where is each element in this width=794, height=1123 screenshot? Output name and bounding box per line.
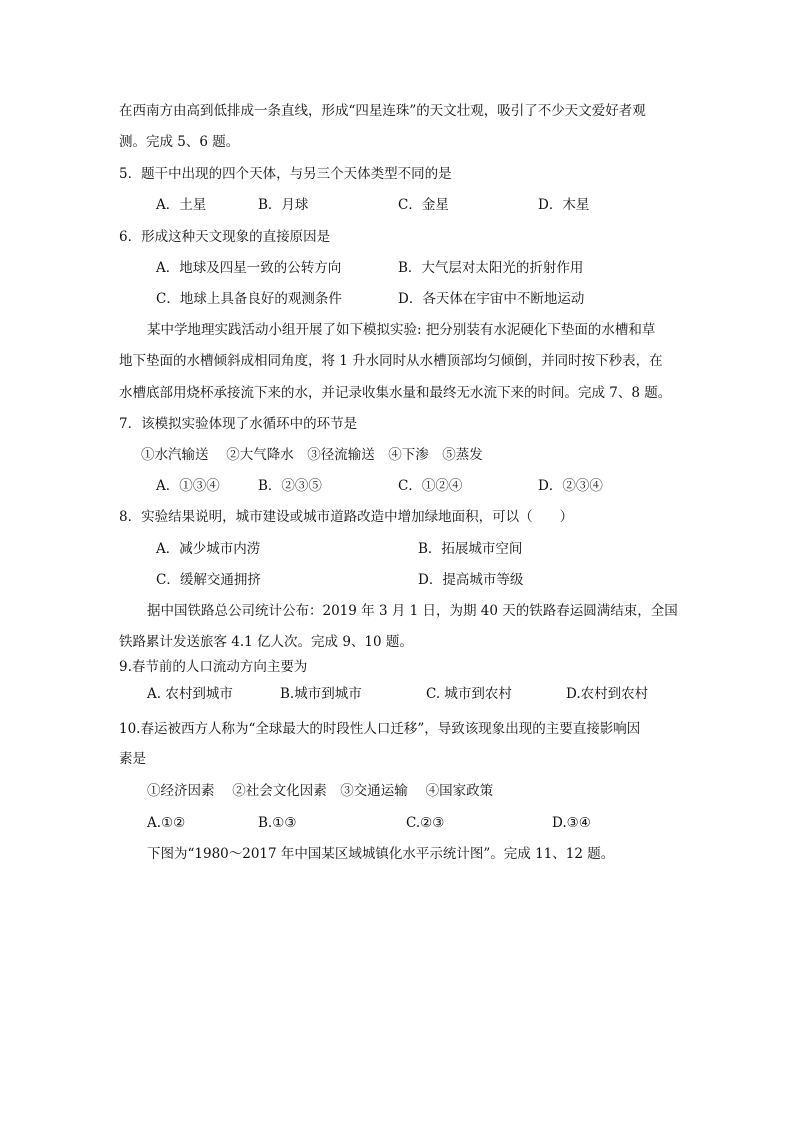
question-5-option-b: B．月球 [258,197,309,213]
passage-2-line-1: 某中学地理实践活动小组开展了如下模拟实验: 把分别装有水泥硬化下垫面的水槽和草 [147,322,656,338]
question-7-option-c: C．①②④ [398,478,463,494]
question-9-option-d: D.农村到农村 [566,686,649,702]
question-5-option-d: D．木星 [538,197,590,213]
question-10-option-d: D.③④ [552,815,591,831]
question-9-option-c: C. 城市到农村 [426,686,512,702]
question-9-stem: 9.春节前的人口流动方向主要为 [119,659,308,675]
question-8-option-c: C．缓解交通拥挤 [156,572,261,588]
question-7-items: ①水汽输送 ②大气降水 ③径流输送 ④下渗 ⑤蒸发 [141,447,483,463]
passage-1-line-2: 测。完成 5、6 题。 [119,134,240,150]
passage-3-line-2: 铁路累计发送旅客 4.1 亿人次。完成 9、10 题。 [119,634,413,650]
passage-2-line-3: 水槽底部用烧杯承接流下来的水，并记录收集水量和最终无水流下来的时间。完成 7、8 题。 [119,385,672,401]
question-9-option-b: B.城市到城市 [280,686,362,702]
passage-4-line-1: 下图为“1980～2017 年中国某区域城镇化水平示统计图”。完成 11、12 题。 [147,846,615,862]
question-10-option-c: C.②③ [406,815,445,831]
question-5-option-c: C．金星 [398,197,449,213]
question-10-items: ①经济因素 ②社会文化因素 ③交通运输 ④国家政策 [147,783,494,799]
question-10-stem-line-2: 素是 [119,751,146,767]
question-7-option-b: B．②③⑤ [258,478,322,494]
question-8-option-b: B．拓展城市空间 [418,541,523,557]
question-10-stem-line-1: 10.春运被西方人称为“全球最大的时段性人口迁移”，导致该现象出现的主要直接影响因 [119,721,641,737]
question-10-option-a: A.①② [147,815,186,831]
question-9-option-a: A. 农村到城市 [147,686,233,702]
question-8-option-a: A．减少城市内涝 [156,541,261,557]
question-6-stem: 6．形成这种天文现象的直接原因是 [119,229,331,245]
question-8-option-d: D．提高城市等级 [418,572,524,588]
question-8-stem: 8．实验结果说明，城市建设或城市道路改造中增加绿地面积，可以（ ） [119,509,574,525]
question-6-option-a: A．地球及四星一致的公转方向 [156,260,342,276]
question-6-option-d: D．各天体在宇宙中不断地运动 [398,291,585,307]
question-7-option-a: A．①③④ [156,478,220,494]
passage-2-line-2: 地下垫面的水槽倾斜成相同角度，将 1 升水同时从水槽顶部均匀倾倒，并同时按下秒表，在 [119,353,663,369]
question-5-option-a: A．土星 [156,197,207,213]
question-6-option-c: C．地球上具备良好的观测条件 [156,291,342,307]
passage-3-line-1: 据中国铁路总公司统计公布：2019 年 3 月 1 日，为期 40 天的铁路春运圆满结束，全国 [147,603,678,619]
question-7-stem: 7．该模拟实验体现了水循环中的环节是 [119,416,358,432]
question-7-option-d: D．②③④ [538,478,603,494]
question-10-option-b: B.①③ [258,815,297,831]
question-6-option-b: B．大气层对太阳光的折射作用 [398,260,584,276]
passage-1-line-1: 在西南方由高到低排成一条直线，形成“四星连珠”的天文壮观，吸引了不少天文爱好者观 [119,103,646,119]
question-5-stem: 5．题干中出现的四个天体，与另三个天体类型不同的是 [119,166,452,182]
